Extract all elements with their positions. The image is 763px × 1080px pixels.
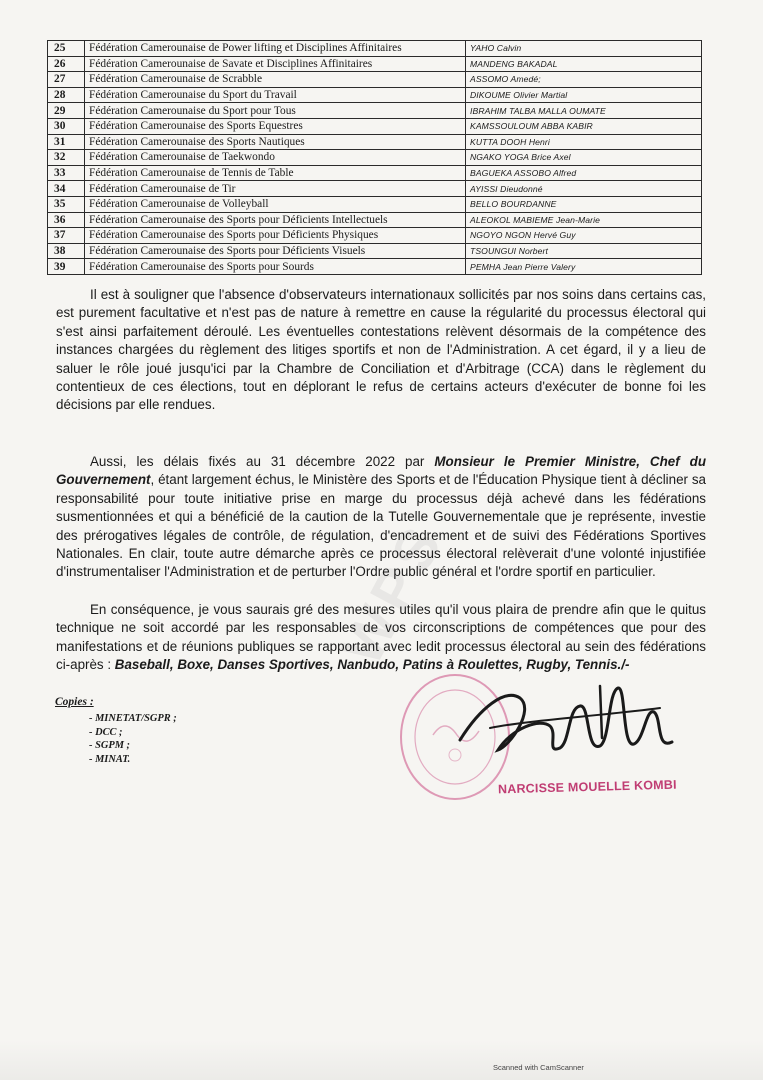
table-row (48, 134, 702, 150)
row-number: 28 (48, 87, 85, 103)
copies-item: - DCC ; (89, 726, 177, 740)
table-row (48, 150, 702, 166)
table-row (48, 103, 702, 119)
federation-name: Fédération Camerounaise de Volleyball (85, 196, 466, 212)
table-row (48, 181, 702, 197)
federations-list-emphasis: Baseball, Boxe, Danses Sportives, Nanbudo, Patins à Roulettes, Rugby, Tennis./- (114, 657, 630, 673)
federation-name: Fédération Camerounaise des Sports pour Sourds (85, 259, 466, 275)
president-name: KAMSSOULOUM ABBA KABIR (466, 118, 702, 134)
row-number: 37 (48, 228, 85, 244)
paragraph-consequence (56, 601, 706, 675)
row-number: 38 (48, 243, 85, 259)
table-row (48, 72, 702, 88)
president-name: PEMHA Jean Pierre Valery (466, 259, 702, 275)
row-number: 32 (48, 150, 85, 166)
president-name: MANDENG BAKADAL (466, 56, 702, 72)
federation-name: Fédération Camerounaise du Sport du Travail (85, 87, 466, 103)
paragraph-consequence-start: En conséquence, je vous saurais gré des mesures utiles qu'il vous plaira de prendre afin que le quitus technique ne soit accordé par les responsables de vos circonscriptions de compétences que pour des manifestations et de réunions publiques se rapportant avec ledit processus électoral au sein des fédérations ci-après : (56, 602, 706, 673)
row-number: 39 (48, 259, 85, 275)
president-name: ASSOMO Amedé; (466, 72, 702, 88)
row-number: 34 (48, 181, 85, 197)
federation-name: Fédération Camerounaise des Sports Equestres (85, 118, 466, 134)
row-number: 25 (48, 41, 85, 57)
copies-block (55, 696, 177, 766)
president-name: NGAKO YOGA Brice Axel (466, 150, 702, 166)
federations-table (47, 40, 702, 275)
federation-name: Fédération Camerounaise de Taekwondo (85, 150, 466, 166)
paragraph-observers (56, 286, 706, 415)
row-number: 33 (48, 165, 85, 181)
federation-name: Fédération Camerounaise de Power lifting et Disciplines Affinitaires (85, 41, 466, 57)
paragraph-observers-text: Il est à souligner que l'absence d'observateurs internationaux sollicités par nos soins dans certains cas, est purement facultative et n'est pas de nature à remettre en cause la régularité du processus électoral qui s'est ainsi parfaitement déroulé. Les éventuelles contestations relèvent désormais de la compétence des instances chargées du règlement des litiges sportifs et non de l'Administration. A cet égard, il y a lieu de saluer le rôle joué jusqu'ici par la Chambre de Conciliation et d'Arbitrage (CCA) dans le règlement du contentieux de ces élections, tout en déplorant le refus de certains acteurs d'exécuter de bonne foi les décisions par elle rendues. (56, 287, 706, 413)
copies-title: Copies : (55, 696, 94, 708)
federation-name: Fédération Camerounaise de Scrabble (85, 72, 466, 88)
federation-name: Fédération Camerounaise des Sports pour Déficients Physiques (85, 228, 466, 244)
row-number: 29 (48, 103, 85, 119)
table-row (48, 87, 702, 103)
president-name: BELLO BOURDANNE (466, 196, 702, 212)
president-name: TSOUNGUI Norbert (466, 243, 702, 259)
president-name: NGOYO NGON Hervé Guy (466, 228, 702, 244)
prime-minister-title: Monsieur le Premier Ministre, Chef du Gouvernement (56, 454, 706, 488)
table-row (48, 41, 702, 57)
table-row (48, 118, 702, 134)
federations-table-body (48, 41, 702, 275)
table-row (48, 259, 702, 275)
federation-name: Fédération Camerounaise des Sports pour Déficients Intellectuels (85, 212, 466, 228)
row-number: 35 (48, 196, 85, 212)
scan-bottom-strip (0, 1040, 763, 1080)
copies-item: - MINETAT/SGPR ; (89, 712, 177, 726)
president-name: AYISSI Dieudonné (466, 181, 702, 197)
row-number: 30 (48, 118, 85, 134)
scanner-footer: Scanned with CamScanner (493, 1063, 584, 1072)
row-number: 27 (48, 72, 85, 88)
federation-name: Fédération Camerounaise de Tennis de Table (85, 165, 466, 181)
table-row (48, 165, 702, 181)
president-name: DIKOUME Olivier Martial (466, 87, 702, 103)
table-row (48, 228, 702, 244)
president-name: ALEOKOL MABIEME Jean-Marie (466, 212, 702, 228)
president-name: KUTTA DOOH Henri (466, 134, 702, 150)
president-name: YAHO Calvin (466, 41, 702, 57)
paragraph-deadlines-end: , étant largement échus, le Ministère des Sports et de l'Éducation Physique tient à décliner sa responsabilité pour toute initiative prise en marge du processus déjà achevé dans les fédérations susmentionnées et qui a bénéficié de la caution de la Tutelle Gouvernementale que je représente, investie des prérogatives légales de contrôle, de régulation, d'encadrement et de suivi des Fédérations Sportives Nationales. En clair, toute autre démarche après ce processus électoral relèverait d'une volonté injustifiée d'instrumentaliser l'Administration et de perturber l'Ordre public général et l'ordre sportif en particulier. (56, 472, 706, 580)
president-name: BAGUEKA ASSOBO Alfred (466, 165, 702, 181)
paragraph-deadlines-start: Aussi, les délais fixés au 31 décembre 2022 par (90, 454, 435, 469)
copies-item: - MINAT. (89, 753, 177, 767)
table-row (48, 56, 702, 72)
row-number: 31 (48, 134, 85, 150)
row-number: 36 (48, 212, 85, 228)
row-number: 26 (48, 56, 85, 72)
paragraph-deadlines (56, 453, 706, 582)
table-row (48, 243, 702, 259)
signer-name: NARCISSE MOUELLE KOMBI (497, 777, 677, 797)
president-name: IBRAHIM TALBA MALLA OUMATE (466, 103, 702, 119)
federation-name: Fédération Camerounaise de Tir (85, 181, 466, 197)
copies-list (89, 712, 177, 766)
federation-name: Fédération Camerounaise de Savate et Disciplines Affinitaires (85, 56, 466, 72)
table-row (48, 196, 702, 212)
federation-name: Fédération Camerounaise du Sport pour Tous (85, 103, 466, 119)
handwritten-signature (450, 668, 690, 778)
copies-item: - SGPM ; (89, 739, 177, 753)
table-row (48, 212, 702, 228)
federation-name: Fédération Camerounaise des Sports pour Déficients Visuels (85, 243, 466, 259)
federation-name: Fédération Camerounaise des Sports Nautiques (85, 134, 466, 150)
watermark: WPS (329, 511, 457, 676)
